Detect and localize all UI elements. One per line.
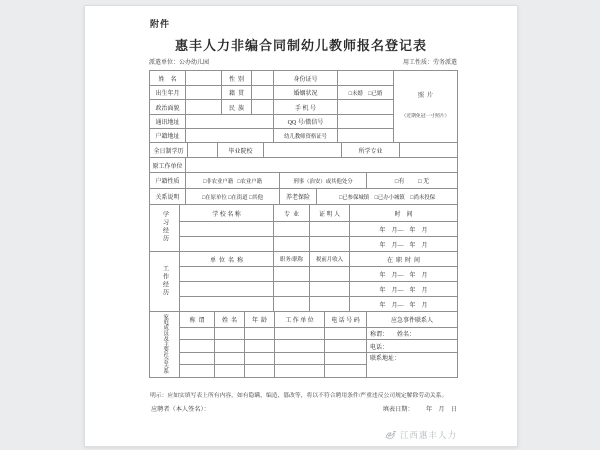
work-income-cell [310, 297, 350, 312]
family-relation-cell [180, 365, 215, 378]
family-workunit-cell [275, 365, 325, 378]
study-reference-cell [310, 237, 350, 252]
family-workunit-cell [275, 353, 325, 365]
work-history-table [149, 251, 458, 312]
signature-line [151, 404, 457, 413]
family-name-cell [215, 365, 245, 378]
family-relation-header: 称 谓 [180, 312, 215, 328]
company-name-text: 江西惠丰人力 [399, 430, 457, 440]
teacher-cert-value-cell [338, 129, 394, 143]
family-phone-cell [325, 340, 367, 353]
family-table [149, 311, 458, 378]
family-workunit-cell [275, 340, 325, 353]
work-time-range: 年 月— 年 月 [350, 267, 458, 282]
address-label: 通讯地址 [150, 115, 186, 129]
family-phone-header: 电 话 号 码 [325, 312, 367, 328]
study-school-header: 学 校 名 称 [180, 205, 274, 222]
basic-info-table [149, 70, 458, 143]
household-relation-table [149, 172, 458, 205]
family-phone-cell [325, 365, 367, 378]
family-name-cell [215, 353, 245, 365]
teacher-cert-label: 幼儿教师资格证号 [274, 129, 338, 143]
form-meta-line [149, 57, 457, 66]
work-title-cell [274, 297, 310, 312]
native-place-value-cell [252, 86, 274, 100]
family-age-cell [245, 353, 275, 365]
former-employer-table [149, 157, 458, 173]
relation-options: □在原单位 □在街道 □其他 [186, 189, 280, 205]
study-section-label: 学习经历 [150, 205, 180, 252]
study-school-cell [180, 237, 274, 252]
major-value-cell [400, 143, 458, 158]
gender-value-cell [252, 71, 274, 86]
study-time-range: 年 月— 年 月 [350, 237, 458, 252]
name-label: 姓 名 [150, 71, 186, 86]
mobile-label: 手 机 号 [274, 100, 338, 115]
study-history-table [149, 204, 458, 252]
household-address-value-cell [186, 129, 274, 143]
study-time-header: 时 间 [350, 205, 458, 222]
dispatch-unit-label: 派遣单位：公办幼儿园 [149, 60, 210, 66]
family-age-cell [245, 340, 275, 353]
address-value-cell [186, 115, 274, 129]
qq-wechat-label: QQ 号/微信号 [274, 115, 338, 129]
birth-value-cell [186, 86, 222, 100]
emergency-name-row: 称谓： 姓名： [367, 328, 458, 340]
school-label: 毕业院校 [218, 143, 264, 158]
former-employer-label: 原工作单位 [150, 158, 186, 173]
household-type-label: 户籍性质 [150, 173, 186, 189]
education-value-cell [188, 143, 218, 158]
study-school-cell [180, 222, 274, 237]
study-major-header: 专 业 [274, 205, 310, 222]
work-title-cell [274, 282, 310, 297]
family-age-header: 年 龄 [245, 312, 275, 328]
work-income-header: 税前月收入 [310, 252, 350, 267]
marital-options: □未婚 □已婚 [338, 86, 394, 100]
id-number-label: 身份证号 [274, 71, 338, 86]
emergency-address-row: 联系地址： [367, 353, 458, 378]
family-relation-cell [180, 340, 215, 353]
work-section-label: 工作经历 [150, 252, 180, 312]
study-major-cell [274, 237, 310, 252]
family-phone-cell [325, 328, 367, 340]
punishment-label: 刑事（治安）或其他处分 [280, 173, 367, 189]
work-income-cell [310, 282, 350, 297]
education-label: 全日制学历 [150, 143, 188, 158]
ethnic-label: 民 族 [222, 100, 252, 115]
form-page [84, 5, 518, 447]
ethnic-value-cell [252, 100, 274, 115]
political-label: 政治面貌 [150, 100, 186, 115]
study-major-cell [274, 222, 310, 237]
punishment-options: □有 □ 无 [367, 173, 458, 189]
applicant-signature-label: 应聘者（本人签名）： [151, 406, 210, 413]
work-time-header: 在 职 时 间 [350, 252, 458, 267]
attachment-label: 附件 [150, 19, 171, 29]
work-unit-cell [180, 297, 274, 312]
pension-options: □已参保城镇 □已办小城镇 □尚未投保 [317, 189, 458, 205]
family-name-header: 姓 名 [215, 312, 245, 328]
registration-table [149, 70, 457, 378]
emergency-contact-header: 应急事件联系人 [367, 312, 458, 328]
school-value-cell [264, 143, 342, 158]
family-section-label: 家庭成员及主要社会关系 [150, 312, 180, 378]
company-logo-icon [385, 430, 397, 440]
family-relation-cell [180, 353, 215, 365]
study-time-range: 年 月— 年 月 [350, 222, 458, 237]
birth-label: 出生年月 [150, 86, 186, 100]
family-workunit-cell [275, 328, 325, 340]
mobile-value-cell [338, 100, 394, 115]
work-income-cell [310, 267, 350, 282]
photo-note: （近期免冠一寸照片） [401, 114, 450, 120]
family-name-cell [215, 328, 245, 340]
declaration-note: 明示：应如实填写表上所有内容，如有隐瞒、编造、篡改等，将以不符合聘用条件/严重违反公司规定解除劳动关系。 [150, 393, 448, 399]
work-unit-cell [180, 282, 274, 297]
household-address-label: 户籍地址 [150, 129, 186, 143]
fill-date-label: 填表日期： 年 月 日 [382, 406, 457, 413]
id-number-value-cell [338, 71, 394, 86]
employment-nature-label: 用工性质：劳务派遣 [402, 60, 457, 66]
photo-title: 照 片 [417, 92, 433, 99]
education-table [149, 142, 458, 158]
study-reference-header: 证 明 人 [310, 205, 350, 222]
political-value-cell [186, 100, 222, 115]
family-name-cell [215, 340, 245, 353]
gender-label: 性 别 [222, 71, 252, 86]
name-value-cell [186, 71, 222, 86]
company-watermark [385, 429, 457, 441]
photo-box [394, 71, 458, 143]
work-unit-cell [180, 267, 274, 282]
marital-label: 婚姻状况 [274, 86, 338, 100]
work-title-cell [274, 267, 310, 282]
native-place-label: 籍 贯 [222, 86, 252, 100]
work-time-range: 年 月— 年 月 [350, 297, 458, 312]
qq-wechat-value-cell [338, 115, 394, 129]
family-age-cell [245, 328, 275, 340]
pension-label: 养老保险 [280, 189, 317, 205]
former-employer-value-cell [186, 158, 458, 173]
emergency-phone-row: 电话： [367, 340, 458, 353]
relation-note-label: 关系说明 [150, 189, 186, 205]
page-title: 惠丰人力非编合同制幼儿教师报名登记表 [174, 38, 427, 53]
work-time-range: 年 月— 年 月 [350, 282, 458, 297]
work-title-header: 职务/职称 [274, 252, 310, 267]
major-label: 所学专业 [342, 143, 400, 158]
family-phone-cell [325, 353, 367, 365]
family-workunit-header: 工 作 单 位 [275, 312, 325, 328]
household-type-options: □非农业户籍 □农业户籍 [186, 173, 280, 189]
family-age-cell [245, 365, 275, 378]
study-reference-cell [310, 222, 350, 237]
family-relation-cell [180, 328, 215, 340]
work-unit-header: 单 位 名 称 [180, 252, 274, 267]
